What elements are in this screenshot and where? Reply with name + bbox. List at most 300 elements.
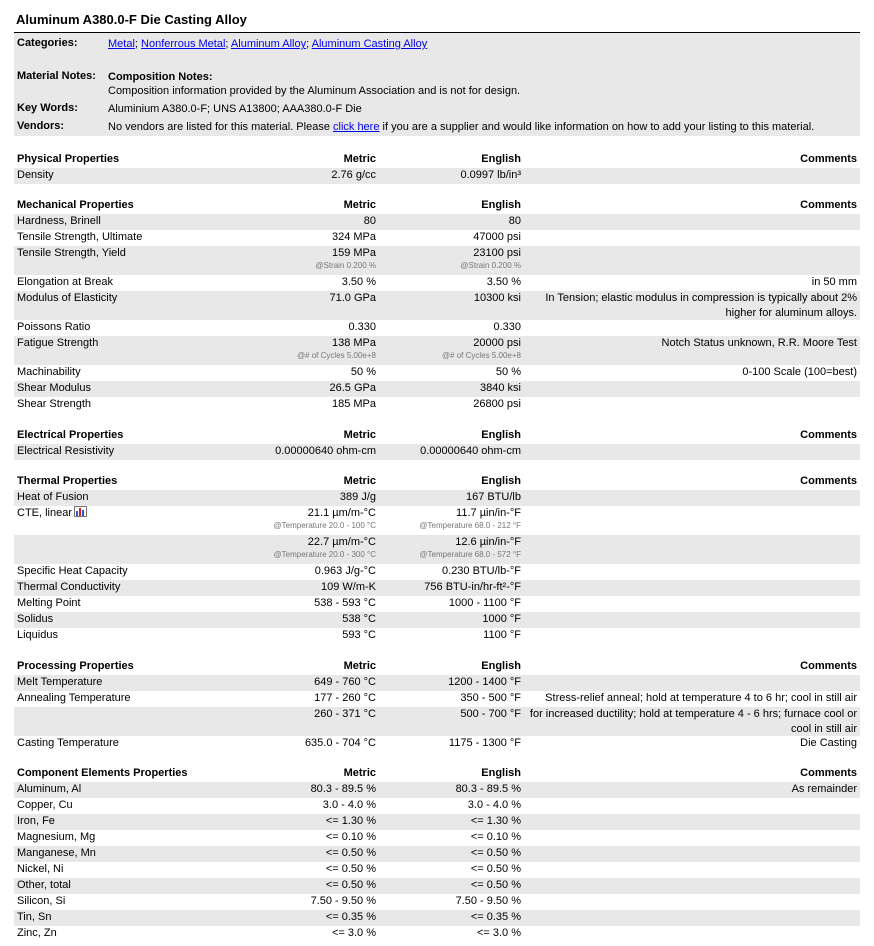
english-column-header (381, 659, 521, 674)
english-column-header-text: English (481, 475, 521, 487)
metric-value (136, 230, 376, 245)
section-title-text: Mechanical Properties (17, 199, 134, 211)
property-name-text: Solidus (17, 613, 54, 625)
english-value-text: 7.50 - 9.50 % (455, 895, 521, 907)
english-value-text: 1100 °F (483, 629, 521, 641)
comments-column-header (527, 766, 857, 781)
metric-value-text: 7.50 - 9.50 % (310, 895, 376, 907)
material-notes-label: Material Notes: (17, 70, 96, 82)
section-component-elements-properties (14, 766, 860, 942)
metric-value (136, 535, 376, 560)
metric-value-text: 649 - 760 °C (314, 676, 376, 688)
property-name-text: Nickel, Ni (17, 863, 64, 875)
english-value (381, 878, 521, 893)
english-column-header-text: English (481, 199, 521, 211)
property-name-text: Electrical Resistivity (17, 445, 115, 457)
property-row (14, 168, 860, 184)
english-value-text: 350 - 500 °F (460, 692, 521, 704)
metric-value (136, 846, 376, 861)
composition-notes-text: Composition information provided by the Aluminum Association and is not for design. (108, 85, 521, 97)
english-value (381, 862, 521, 877)
comments-column-header (527, 659, 857, 674)
english-value-text: 12.6 µin/in-°F (455, 536, 521, 548)
property-name-text: Liquidus (17, 629, 58, 641)
metric-value (136, 691, 376, 706)
property-row (14, 336, 860, 365)
metric-column-header (136, 152, 376, 167)
english-value-text: 3.50 % (486, 276, 521, 288)
english-value-text: 47000 psi (473, 231, 521, 243)
english-column-header (381, 766, 521, 781)
property-row (14, 675, 860, 691)
property-comment-text: for increased ductility; hold at temperature 4 - 6 hrs; furnace cool or cool in still air (529, 708, 857, 735)
english-column-header (381, 428, 521, 443)
metric-value-text: 538 - 593 °C (314, 597, 376, 609)
english-value (381, 444, 521, 459)
property-name-text: Aluminum, Al (17, 783, 82, 795)
section-title-text: Component Elements Properties (17, 767, 188, 779)
english-value (381, 691, 521, 706)
section-header (14, 198, 860, 214)
property-comment-text: 0-100 Scale (100=best) (742, 366, 857, 378)
metric-value-text: 177 - 260 °C (314, 692, 376, 704)
english-value-text: 11.7 µin/in-°F (456, 507, 521, 519)
property-row (14, 506, 860, 535)
section-title-text: Electrical Properties (17, 429, 124, 441)
metric-value (136, 675, 376, 690)
property-comment (527, 336, 857, 351)
metric-value-text: 109 W/m-K (320, 581, 376, 593)
english-value-text: <= 0.35 % (470, 911, 521, 923)
metric-value-text: 138 MPa (331, 337, 376, 349)
metric-value (136, 830, 376, 845)
property-name-text: Annealing Temperature (17, 692, 131, 704)
metric-value-text: <= 0.35 % (325, 911, 376, 923)
english-value-text: 80 (508, 215, 521, 227)
property-row (14, 596, 860, 612)
section-header (14, 766, 860, 782)
property-name-text: Modulus of Elasticity (17, 292, 118, 304)
section-title-text: Physical Properties (17, 153, 120, 165)
english-value-text: 3840 ksi (480, 382, 521, 394)
metric-value (136, 381, 376, 396)
english-value (381, 336, 521, 361)
property-name-text: Machinability (17, 366, 81, 378)
metric-value-text: 324 MPa (331, 231, 376, 243)
metric-value (136, 246, 376, 271)
english-value-text: <= 0.50 % (470, 863, 521, 875)
vendors-text-before: No vendors are listed for this material. Please (108, 121, 333, 133)
property-row (14, 736, 860, 752)
english-column-header-text: English (481, 767, 521, 779)
property-name-text: Magnesium, Mg (17, 831, 96, 843)
property-row (14, 782, 860, 798)
property-row (14, 230, 860, 246)
metric-value-text: 260 - 371 °C (314, 708, 376, 720)
english-value-text: 50 % (495, 366, 521, 378)
metric-value (136, 612, 376, 627)
property-row (14, 320, 860, 336)
english-value (381, 782, 521, 797)
english-value (381, 275, 521, 290)
english-value (381, 168, 521, 183)
metric-value-text: 0.330 (348, 321, 376, 333)
metric-value-text: 635.0 - 704 °C (304, 737, 376, 749)
english-value-text: <= 0.50 % (470, 847, 521, 859)
property-name-text: Poissons Ratio (17, 321, 91, 333)
metric-value-text: 159 MPa (331, 247, 376, 259)
comments-column-header-text: Comments (800, 767, 857, 779)
english-value (381, 564, 521, 579)
metric-value (136, 798, 376, 813)
english-value-text: <= 1.30 % (470, 815, 521, 827)
property-comment-text: Die Casting (800, 737, 857, 749)
material-info-panel (14, 33, 860, 136)
english-value-text: 167 BTU/lb (465, 491, 521, 503)
metric-column-header-text: Metric (343, 429, 376, 441)
metric-value (136, 894, 376, 909)
english-value-text: 23100 psi (473, 247, 521, 259)
english-value-text: <= 0.10 % (470, 831, 521, 843)
property-row (14, 275, 860, 291)
english-value-text: 1000 °F (482, 613, 521, 625)
english-value (381, 506, 521, 531)
section-physical-properties (14, 152, 860, 184)
category-link[interactable]: Aluminum Alloy (230, 38, 307, 50)
property-row (14, 291, 860, 320)
metric-value (136, 397, 376, 412)
metric-value (136, 910, 376, 925)
property-comment-text: in 50 mm (811, 276, 857, 288)
property-comment (527, 782, 857, 797)
english-value (381, 798, 521, 813)
english-value-text: 80.3 - 89.5 % (455, 783, 521, 795)
english-value-text: 20000 psi (473, 337, 521, 349)
property-comment-text: Stress-relief anneal; hold at temperature 4 to 6 hr; cool in still air (545, 692, 857, 704)
material-notes-value (108, 70, 856, 98)
property-name-text: Other, total (17, 879, 71, 891)
page-title: Aluminum A380.0-F Die Casting Alloy (16, 12, 247, 27)
comments-column-header (527, 198, 857, 213)
english-value-text: 0.00000640 ohm-cm (420, 445, 521, 457)
english-column-header (381, 198, 521, 213)
metric-condition: @Temperature 20.0 - 100 °C (273, 521, 376, 530)
metric-column-header (136, 198, 376, 213)
metric-value-text: 3.50 % (341, 276, 376, 288)
property-row (14, 397, 860, 413)
categories-links (108, 37, 856, 51)
metric-value (136, 926, 376, 941)
section-header (14, 474, 860, 490)
property-name-text: Elongation at Break (17, 276, 114, 288)
property-name-text: Shear Strength (17, 398, 91, 410)
section-header (14, 659, 860, 675)
english-value (381, 291, 521, 306)
english-column-header-text: English (481, 429, 521, 441)
metric-value (136, 291, 376, 306)
property-comment (527, 275, 857, 290)
english-value-text: 500 - 700 °F (460, 708, 521, 720)
metric-value-text: 389 J/g (339, 491, 376, 503)
english-value (381, 707, 521, 722)
english-condition: @Strain 0.200 % (460, 261, 521, 270)
section-title-text: Processing Properties (17, 660, 134, 672)
property-name-text: Manganese, Mn (17, 847, 96, 859)
metric-value-text: <= 0.50 % (325, 879, 376, 891)
english-value (381, 894, 521, 909)
property-row (14, 830, 860, 846)
metric-column-header-text: Metric (343, 199, 376, 211)
property-row (14, 535, 860, 564)
english-value (381, 320, 521, 335)
metric-value (136, 580, 376, 595)
comments-column-header-text: Comments (800, 475, 857, 487)
english-value-text: 3.0 - 4.0 % (467, 799, 521, 811)
comments-column-header-text: Comments (800, 199, 857, 211)
metric-value (136, 506, 376, 531)
metric-value (136, 365, 376, 380)
property-row (14, 246, 860, 275)
metric-value (136, 596, 376, 611)
property-row (14, 564, 860, 580)
metric-value (136, 782, 376, 797)
metric-column-header (136, 428, 376, 443)
property-name-text: Density (17, 169, 54, 181)
bar-chart-icon[interactable] (74, 506, 87, 517)
metric-value (136, 320, 376, 335)
category-separator: ; (225, 38, 231, 50)
english-value (381, 612, 521, 627)
property-row (14, 862, 860, 878)
section-title-text: Thermal Properties (17, 475, 118, 487)
english-value (381, 596, 521, 611)
english-value-text: 1000 - 1100 °F (448, 597, 521, 609)
english-value (381, 846, 521, 861)
metric-column-header-text: Metric (343, 475, 376, 487)
metric-value (136, 628, 376, 643)
metric-value-text: <= 0.10 % (325, 831, 376, 843)
metric-column-header (136, 659, 376, 674)
english-value (381, 580, 521, 595)
property-name-text: Melt Temperature (17, 676, 103, 688)
metric-condition: @Strain 0.200 % (315, 261, 376, 270)
property-row (14, 612, 860, 628)
metric-value-text: 0.963 J/g-°C (314, 565, 376, 577)
metric-value-text: <= 0.50 % (325, 847, 376, 859)
metric-value-text: 3.0 - 4.0 % (322, 799, 376, 811)
metric-value-text: 593 °C (342, 629, 376, 641)
category-separator: ; (306, 38, 312, 50)
metric-value-text: <= 3.0 % (331, 927, 376, 939)
english-column-header (381, 474, 521, 489)
property-row (14, 846, 860, 862)
property-row (14, 381, 860, 397)
metric-value-text: 50 % (350, 366, 376, 378)
english-column-header-text: English (481, 153, 521, 165)
property-row (14, 580, 860, 596)
property-name-text: Tensile Strength, Yield (17, 247, 126, 259)
property-name-text: Tensile Strength, Ultimate (17, 231, 143, 243)
metric-value-text: 185 MPa (331, 398, 376, 410)
category-link[interactable]: Nonferrous Metal (141, 38, 226, 50)
metric-column-header-text: Metric (343, 767, 376, 779)
english-value (381, 381, 521, 396)
comments-column-header (527, 428, 857, 443)
category-link[interactable]: Metal (108, 38, 135, 50)
metric-value-text: 71.0 GPa (329, 292, 376, 304)
property-name-text: Specific Heat Capacity (17, 565, 128, 577)
metric-value (136, 490, 376, 505)
english-condition: @Temperature 68.0 - 572 °F (419, 550, 521, 559)
metric-value-text: 26.5 GPa (329, 382, 376, 394)
metric-value-text: 22.7 µm/m-°C (307, 536, 376, 548)
property-comment (527, 736, 857, 751)
metric-condition: @Temperature 20.0 - 300 °C (273, 550, 376, 559)
property-comment-text: In Tension; elastic modulus in compression is typically about 2% higher for aluminum alloys. (545, 292, 857, 319)
metric-value (136, 707, 376, 722)
property-row (14, 707, 860, 736)
comments-column-header-text: Comments (800, 153, 857, 165)
property-comment (527, 707, 857, 737)
english-value (381, 926, 521, 941)
english-column-header-text: English (481, 660, 521, 672)
english-value (381, 230, 521, 245)
property-name-text: Heat of Fusion (17, 491, 89, 503)
property-row (14, 490, 860, 506)
metric-column-header-text: Metric (343, 153, 376, 165)
property-row (14, 365, 860, 381)
property-row (14, 894, 860, 910)
vendors-value (108, 120, 856, 134)
metric-value (136, 862, 376, 877)
english-value (381, 814, 521, 829)
property-name-text: CTE, linear (17, 507, 73, 519)
english-value-text: 0.230 BTU/lb-°F (442, 565, 521, 577)
english-value-text: <= 0.50 % (470, 879, 521, 891)
metric-value-text: 21.1 µm/m-°C (307, 507, 376, 519)
property-name-text: Iron, Fe (17, 815, 55, 827)
english-value (381, 736, 521, 751)
english-value (381, 365, 521, 380)
english-value-text: 0.330 (493, 321, 521, 333)
metric-value (136, 814, 376, 829)
english-value-text: <= 3.0 % (476, 927, 521, 939)
metric-value (136, 736, 376, 751)
english-value-text: 10300 ksi (473, 292, 521, 304)
english-value-text: 1175 - 1300 °F (448, 737, 521, 749)
english-condition: @Temperature 68.0 - 212 °F (419, 521, 521, 530)
metric-value-text: 2.76 g/cc (331, 169, 376, 181)
metric-column-header (136, 766, 376, 781)
click-here-link[interactable]: click here (333, 121, 380, 133)
category-link[interactable]: Aluminum Casting Alloy (311, 38, 428, 50)
vendors-label: Vendors: (17, 120, 65, 132)
english-value (381, 214, 521, 229)
key-words-label: Key Words: (17, 102, 78, 114)
english-value-text: 1200 - 1400 °F (448, 676, 521, 688)
english-value (381, 535, 521, 560)
comments-column-header-text: Comments (800, 660, 857, 672)
section-header (14, 152, 860, 168)
english-condition: @# of Cycles 5.00e+8 (441, 351, 521, 360)
property-row (14, 910, 860, 926)
property-row (14, 814, 860, 830)
metric-value (136, 168, 376, 183)
property-row (14, 444, 860, 460)
vendors-text-after: if you are a supplier and would like information on how to add your listing to this material. (379, 121, 815, 133)
property-name-text: Shear Modulus (17, 382, 91, 394)
metric-value (136, 275, 376, 290)
section-thermal-properties (14, 474, 860, 644)
metric-condition: @# of Cycles 5.00e+8 (296, 351, 376, 360)
property-name-text: Zinc, Zn (17, 927, 57, 939)
property-name-text: Thermal Conductivity (17, 581, 121, 593)
comments-column-header (527, 474, 857, 489)
metric-value-text: 80 (363, 215, 376, 227)
property-row (14, 878, 860, 894)
category-separator: ; (134, 38, 142, 50)
english-value-text: 0.0997 lb/in³ (460, 169, 521, 181)
metric-value-text: 80.3 - 89.5 % (310, 783, 376, 795)
comments-column-header (527, 152, 857, 167)
metric-value-text: <= 1.30 % (325, 815, 376, 827)
metric-column-header (136, 474, 376, 489)
property-row (14, 691, 860, 707)
english-value-text: 26800 psi (473, 398, 521, 410)
property-comment (527, 691, 857, 706)
english-value (381, 830, 521, 845)
metric-column-header-text: Metric (343, 660, 376, 672)
metric-value (136, 336, 376, 361)
metric-value (136, 444, 376, 459)
property-comment (527, 291, 857, 321)
section-electrical-properties (14, 428, 860, 460)
categories-label: Categories: (17, 37, 78, 49)
english-column-header (381, 152, 521, 167)
property-name-text: Fatigue Strength (17, 337, 99, 349)
key-words-value: Aluminium A380.0-F; UNS A13800; AAA380.0-F Die (108, 103, 362, 115)
metric-value (136, 564, 376, 579)
property-name-text: Hardness, Brinell (17, 215, 101, 227)
metric-value (136, 214, 376, 229)
property-name-text: Tin, Sn (17, 911, 52, 923)
property-comment-text: Notch Status unknown, R.R. Moore Test (661, 337, 857, 349)
english-value (381, 397, 521, 412)
english-value (381, 628, 521, 643)
english-value (381, 246, 521, 271)
metric-value-text: <= 0.50 % (325, 863, 376, 875)
property-name-text: Copper, Cu (17, 799, 73, 811)
english-value (381, 675, 521, 690)
property-name-text: Silicon, Si (17, 895, 66, 907)
section-header (14, 428, 860, 444)
english-value (381, 910, 521, 925)
property-row (14, 798, 860, 814)
property-comment-text: As remainder (791, 783, 857, 795)
section-mechanical-properties (14, 198, 860, 413)
property-name-text: Casting Temperature (17, 737, 119, 749)
property-row (14, 926, 860, 942)
section-processing-properties (14, 659, 860, 752)
property-row (14, 214, 860, 230)
comments-column-header-text: Comments (800, 429, 857, 441)
metric-value-text: 0.00000640 ohm-cm (275, 445, 376, 457)
english-value (381, 490, 521, 505)
english-value-text: 756 BTU-in/hr-ft²-°F (424, 581, 521, 593)
property-row (14, 628, 860, 644)
metric-value (136, 878, 376, 893)
metric-value-text: 538 °C (342, 613, 376, 625)
